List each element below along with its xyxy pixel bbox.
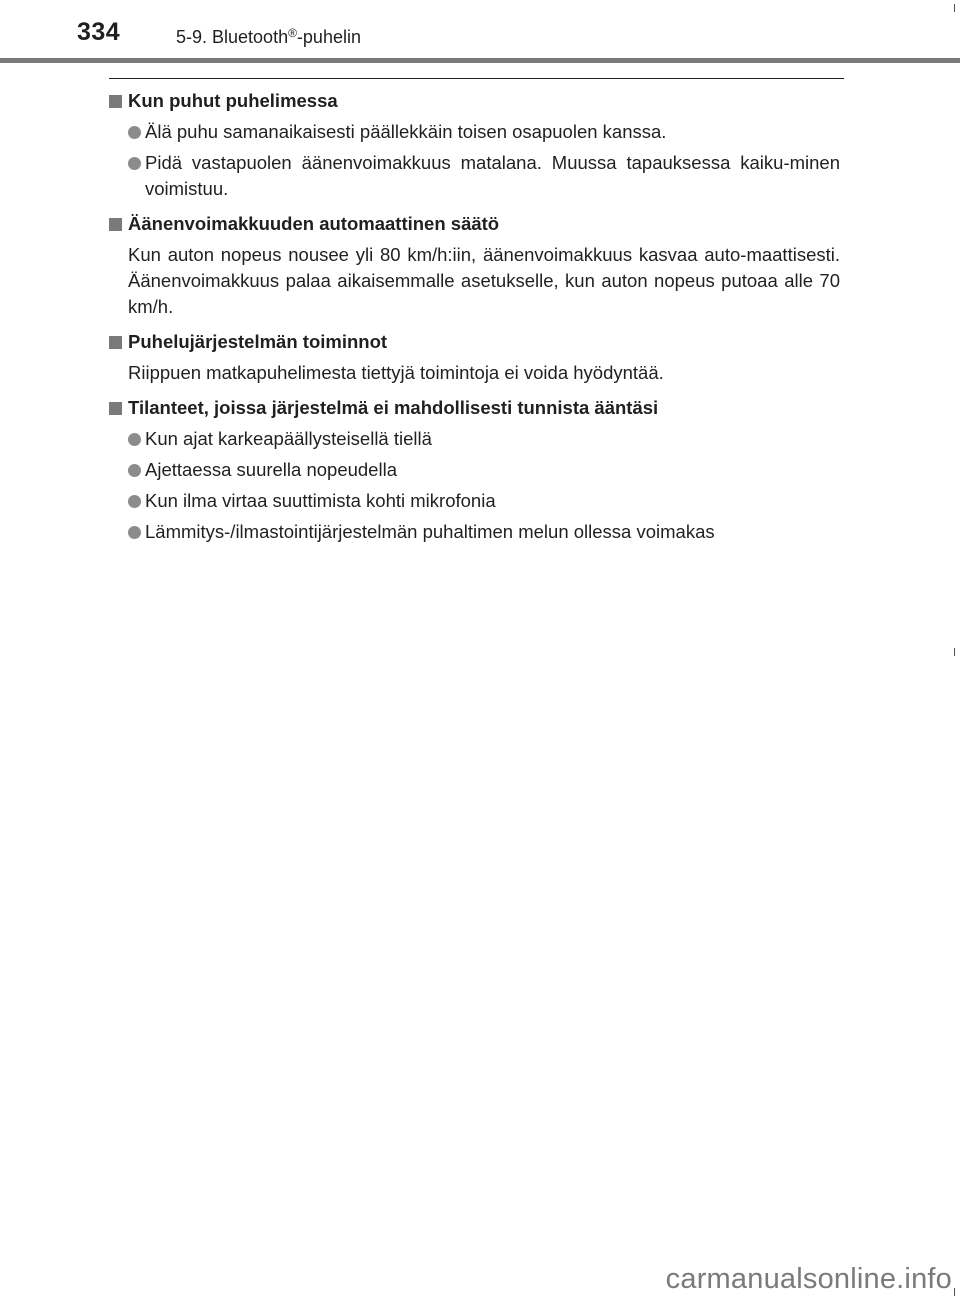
- list-item: [109, 426, 840, 452]
- crop-mark: [954, 648, 955, 656]
- square-bullet-icon: [109, 218, 122, 231]
- circle-bullet-icon: [128, 526, 141, 539]
- heading-text: Kun puhut puhelimessa: [128, 90, 338, 111]
- content-top-rule: [109, 78, 844, 79]
- list-item: [109, 119, 840, 145]
- section-heading-recognition: [109, 395, 840, 421]
- page-content: [109, 88, 840, 550]
- circle-bullet-icon: [128, 464, 141, 477]
- section-title-prefix: 5-9. Bluetooth: [176, 27, 289, 47]
- square-bullet-icon: [109, 336, 122, 349]
- list-item: [109, 150, 840, 202]
- list-item: [109, 457, 840, 483]
- section-heading-functions: [109, 329, 840, 355]
- watermark: carmanualsonline.info: [665, 1263, 952, 1295]
- crop-mark: [954, 1288, 955, 1296]
- circle-bullet-icon: [128, 157, 141, 170]
- list-item-text: Lämmitys-/ilmastointijärjestelmän puhaltimen melun ollessa voimakas: [145, 521, 715, 542]
- section-heading-talking: [109, 88, 840, 114]
- section-title-suffix: -puhelin: [296, 27, 361, 47]
- section-heading-volume: [109, 211, 840, 237]
- page-header: [0, 0, 960, 60]
- circle-bullet-icon: [128, 433, 141, 446]
- list-item-text: Kun ilma virtaa suuttimista kohti mikrofonia: [145, 490, 496, 511]
- list-item: [109, 488, 840, 514]
- heading-text: Tilanteet, joissa järjestelmä ei mahdollisesti tunnista ääntäsi: [128, 397, 659, 418]
- square-bullet-icon: [109, 402, 122, 415]
- list-item-text: Ajettaessa suurella nopeudella: [145, 459, 397, 480]
- list-item: [109, 519, 840, 545]
- page-number: 334: [77, 18, 121, 46]
- registered-mark: ®: [288, 26, 297, 40]
- list-item-text: Kun ajat karkeapäällysteisellä tiellä: [145, 428, 432, 449]
- heading-text: Puhelujärjestelmän toiminnot: [128, 331, 388, 352]
- list-item-text: Pidä vastapuolen äänenvoimakkuus matalana. Muussa tapauksessa kaiku-minen voimistuu.: [145, 152, 840, 199]
- paragraph-volume: Kun auton nopeus nousee yli 80 km/h:iin, äänenvoimakkuus kasvaa auto-maattisesti. Äänenvoimakkuus palaa aikaisemmalle asetukselle, kun auton nopeus putoaa alle 70 km/h.: [128, 244, 840, 317]
- header-rule: [0, 58, 960, 63]
- circle-bullet-icon: [128, 495, 141, 508]
- circle-bullet-icon: [128, 126, 141, 139]
- crop-mark: [954, 4, 955, 12]
- heading-text: Äänenvoimakkuuden automaattinen säätö: [128, 213, 500, 234]
- paragraph-functions: Riippuen matkapuhelimesta tiettyjä toimintoja ei voida hyödyntää.: [128, 362, 664, 383]
- list-item-text: Älä puhu samanaikaisesti päällekkäin toisen osapuolen kanssa.: [145, 121, 667, 142]
- section-title: [176, 27, 361, 48]
- square-bullet-icon: [109, 95, 122, 108]
